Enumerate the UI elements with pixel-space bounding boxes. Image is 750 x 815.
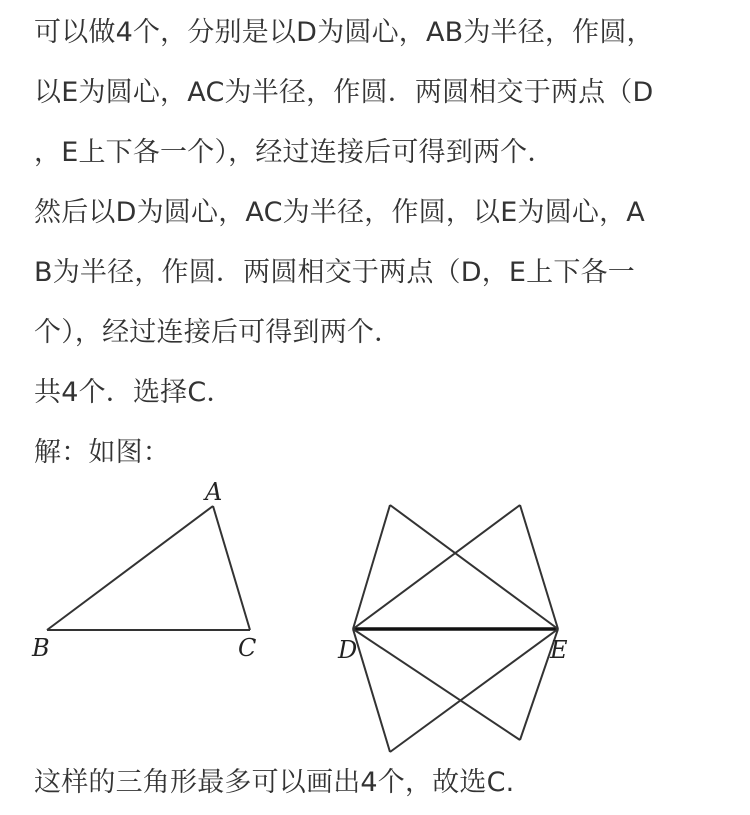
label-e: E bbox=[550, 636, 568, 664]
solution-line-1: 可以做4个，分别是以D为圆心，AB为半径，作圆， bbox=[34, 17, 654, 48]
lower-left-apex-to-d bbox=[353, 629, 390, 752]
triangle-abc bbox=[31, 478, 256, 662]
upper-left-apex-to-d bbox=[353, 505, 390, 629]
solution-line-6: 个），经过连接后可得到两个． bbox=[34, 317, 402, 348]
upper-right-apex-to-d bbox=[353, 505, 520, 629]
label-b: B bbox=[32, 634, 50, 662]
geometry-figure bbox=[0, 470, 750, 760]
solution-line-5: B为半径，作圆．两圆相交于两点（D，E上下各一 bbox=[34, 257, 635, 288]
upper-left-apex-to-e bbox=[390, 505, 558, 629]
upper-right-apex-to-e bbox=[520, 505, 558, 629]
segment-ab bbox=[47, 506, 213, 630]
solution-line-4: 然后以D为圆心，AC为半径，作圆，以E为圆心，A bbox=[34, 197, 645, 228]
solution-line-3: ，E上下各一个），经过连接后可得到两个． bbox=[34, 137, 555, 168]
lower-left-apex-to-e bbox=[390, 629, 558, 752]
solution-line-2: 以E为圆心，AC为半径，作圆．两圆相交于两点（D bbox=[34, 77, 654, 108]
solution-line-8: 解：如图： bbox=[34, 437, 170, 468]
label-a: A bbox=[205, 478, 223, 506]
conclusion-line: 这样的三角形最多可以画出4个，故选C. bbox=[34, 767, 515, 798]
label-c: C bbox=[238, 634, 257, 662]
label-d: D bbox=[338, 636, 358, 664]
solution-line-7: 共4个．选择C． bbox=[34, 377, 234, 408]
segment-ac bbox=[213, 506, 250, 630]
lower-right-apex-to-d bbox=[353, 629, 520, 740]
four-triangles bbox=[337, 505, 568, 752]
